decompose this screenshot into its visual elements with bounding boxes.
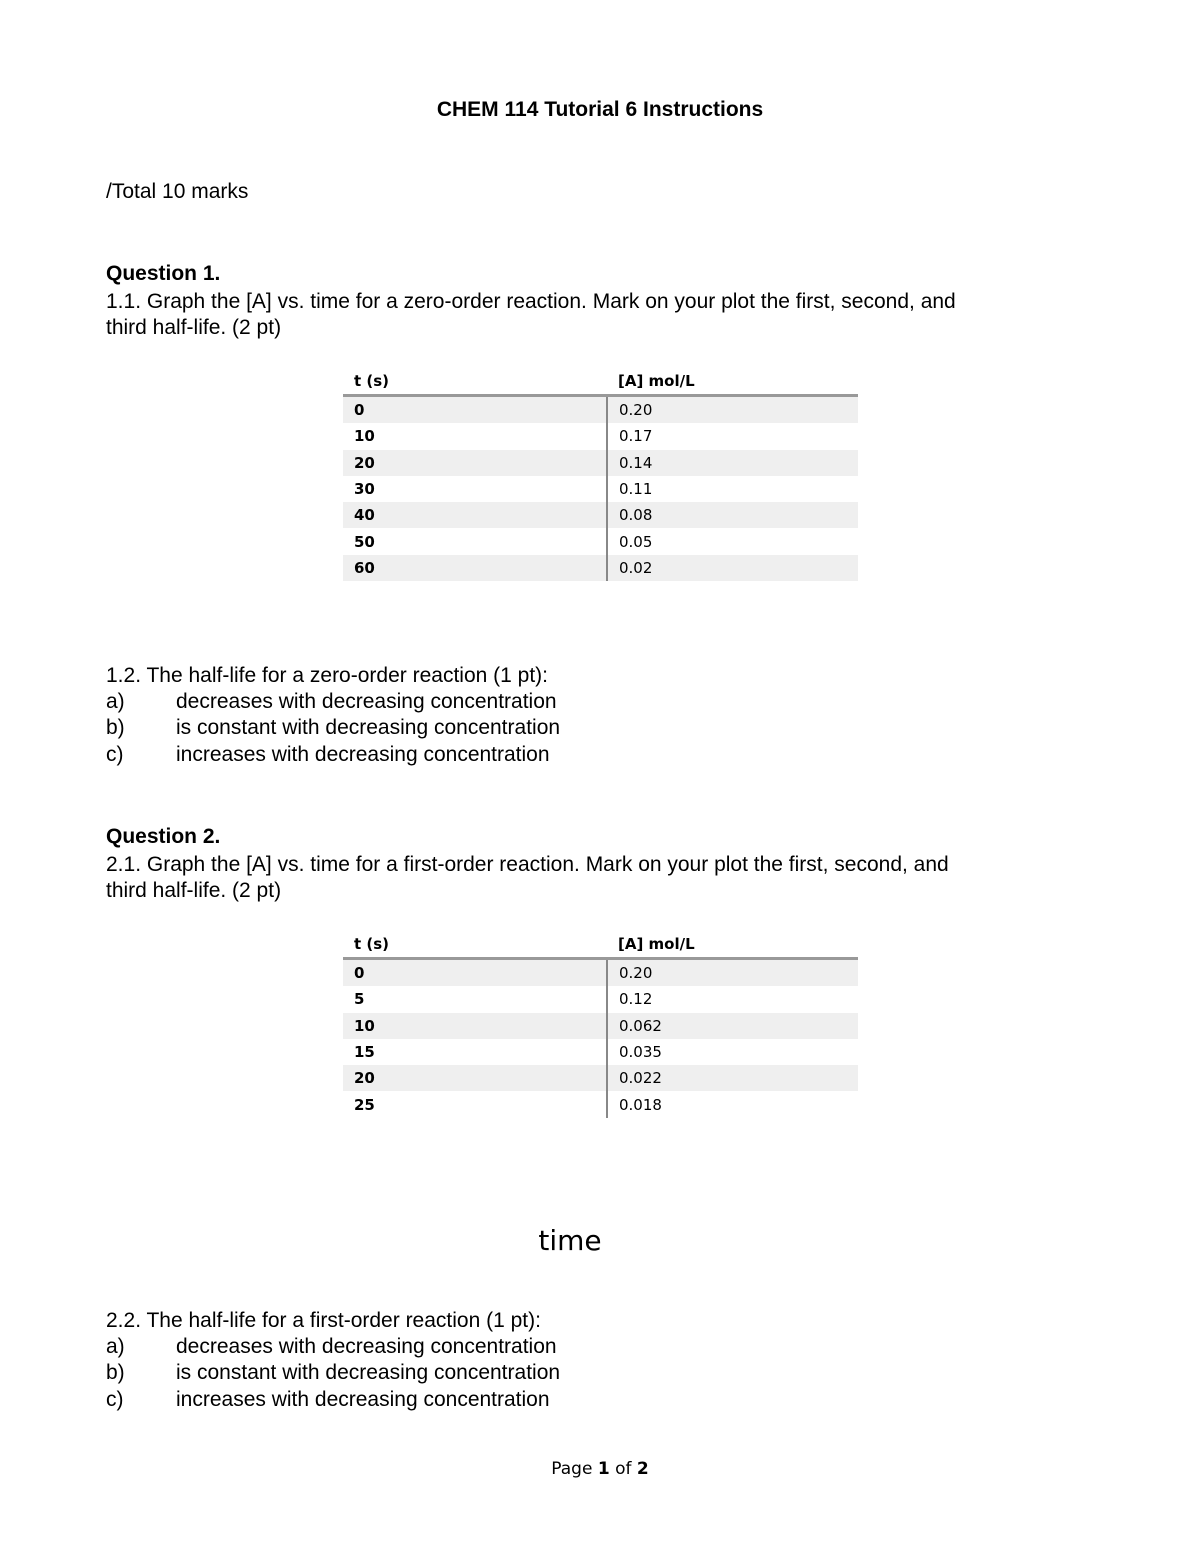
zero-order-data-table (343, 368, 858, 581)
option-letter: a) (106, 1335, 125, 1358)
time-cell: 15 (343, 1039, 607, 1065)
concentration-cell: 0.035 (619, 1043, 662, 1062)
concentration-cell: 0.08 (607, 502, 858, 528)
time-cell: 50 (343, 528, 607, 554)
option-text: decreases with decreasing concentration (176, 690, 557, 713)
table-row (343, 450, 858, 476)
question-1-1-text (106, 289, 1086, 341)
option-letter: c) (106, 1388, 124, 1411)
concentration-cell: 0.20 (607, 396, 858, 424)
time-cell: 20 (343, 450, 607, 476)
table-row (343, 986, 858, 1012)
table-row (343, 396, 858, 424)
table-row (343, 1065, 858, 1091)
time-cell: 20 (343, 1065, 607, 1091)
table-row (343, 959, 858, 987)
question-2-1-text (106, 852, 1086, 904)
option-c (106, 743, 550, 769)
concentration-cell: 0.12 (619, 990, 653, 1009)
question-2-heading: Question 2. (106, 825, 221, 848)
time-axis-label: time (538, 1224, 602, 1257)
table-header-concentration: [A] mol/L (607, 368, 858, 396)
table-row (343, 423, 858, 449)
concentration-cell: 0.062 (607, 1013, 858, 1039)
option-a (106, 690, 557, 716)
option-text: decreases with decreasing concentration (176, 1335, 557, 1358)
concentration-cell: 0.11 (619, 480, 653, 499)
time-cell: 10 (343, 423, 607, 449)
option-a (106, 1335, 557, 1361)
question-2-1-line-1: 2.1. Graph the [A] vs. time for a first-order reaction. Mark on your plot the first, second, and (106, 853, 949, 876)
table-row (343, 1039, 858, 1065)
page-title: CHEM 114 Tutorial 6 Instructions (436, 98, 764, 121)
concentration-cell: 0.05 (619, 532, 653, 551)
table-row (343, 1091, 858, 1117)
first-order-data-table (343, 931, 858, 1118)
table-header-concentration: [A] mol/L (607, 931, 858, 959)
concentration-cell: 0.20 (607, 959, 858, 987)
option-letter: c) (106, 743, 124, 766)
table-row (343, 555, 858, 581)
total-marks: /Total 10 marks (106, 180, 249, 203)
table-header-time: t (s) (343, 368, 607, 396)
page-footer (0, 1459, 1200, 1479)
time-cell: 0 (343, 959, 607, 987)
question-1-2-text: 1.2. The half-life for a zero-order reaction (1 pt): (106, 664, 548, 687)
option-b (106, 716, 560, 742)
table-row (343, 528, 858, 554)
question-2-1-line-2: third half-life. (2 pt) (106, 879, 282, 902)
concentration-cell: 0.018 (619, 1095, 662, 1114)
footer-page-number: 1 (597, 1459, 610, 1479)
concentration-cell: 0.022 (607, 1065, 858, 1091)
table-header-row (343, 931, 858, 959)
table-header-row (343, 368, 858, 396)
option-text: is constant with decreasing concentration (176, 1361, 561, 1384)
question-1-heading: Question 1. (106, 262, 221, 285)
question-2-2-text: 2.2. The half-life for a first-order reaction (1 pt): (106, 1309, 541, 1332)
concentration-cell: 0.17 (619, 427, 653, 446)
option-letter: b) (106, 716, 125, 739)
concentration-cell: 0.14 (607, 450, 858, 476)
time-cell: 5 (343, 986, 607, 1012)
table-header-time: t (s) (343, 931, 607, 959)
time-cell: 10 (343, 1013, 607, 1039)
time-cell: 40 (343, 502, 607, 528)
time-cell: 0 (343, 396, 607, 424)
question-1-1-line-1: 1.1. Graph the [A] vs. time for a zero-order reaction. Mark on your plot the first, second, and (106, 290, 956, 313)
table-row (343, 476, 858, 502)
option-b (106, 1361, 560, 1387)
concentration-cell: 0.02 (607, 555, 858, 581)
option-text: increases with decreasing concentration (176, 1388, 550, 1411)
option-text: is constant with decreasing concentration (176, 716, 561, 739)
time-cell: 30 (343, 476, 607, 502)
footer-page-total: 2 (636, 1459, 649, 1479)
time-cell: 25 (343, 1091, 607, 1117)
footer-of-word: of (615, 1459, 632, 1479)
table-row (343, 502, 858, 528)
footer-page-word: Page (551, 1459, 593, 1479)
option-c (106, 1388, 550, 1414)
option-text: increases with decreasing concentration (176, 743, 550, 766)
time-cell: 60 (343, 555, 607, 581)
question-1-1-line-2: third half-life. (2 pt) (106, 316, 282, 339)
option-letter: b) (106, 1361, 125, 1384)
option-letter: a) (106, 690, 125, 713)
table-row (343, 1013, 858, 1039)
